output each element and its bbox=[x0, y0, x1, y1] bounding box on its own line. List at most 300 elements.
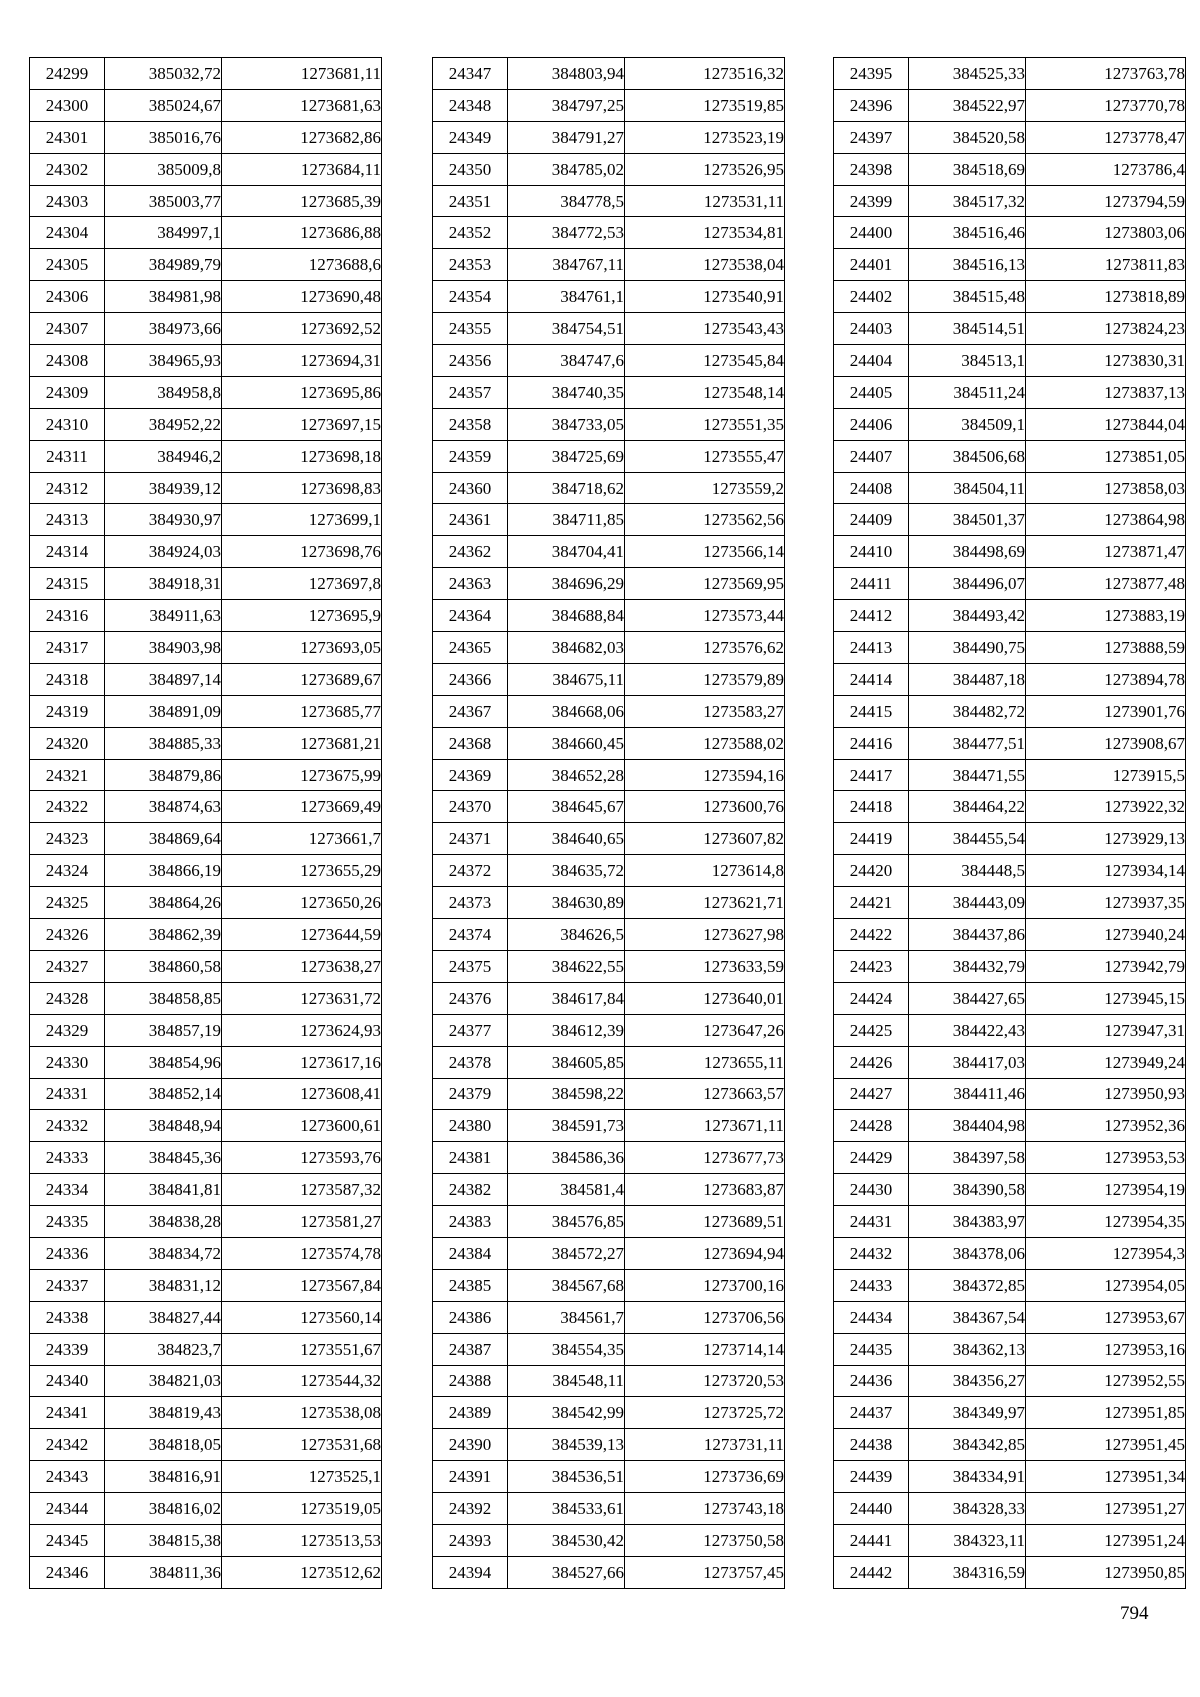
x-coordinate-cell: 384422,43 bbox=[909, 1014, 1026, 1046]
y-coordinate-cell: 1273949,24 bbox=[1026, 1046, 1186, 1078]
y-coordinate-cell: 1273952,36 bbox=[1026, 1110, 1186, 1142]
y-coordinate-cell: 1273551,35 bbox=[625, 408, 785, 440]
point-id-cell: 24328 bbox=[30, 982, 105, 1014]
table-row bbox=[834, 568, 1186, 600]
point-id-cell: 24392 bbox=[433, 1493, 508, 1525]
table-row bbox=[433, 1493, 785, 1525]
y-coordinate-cell: 1273669,49 bbox=[222, 791, 382, 823]
x-coordinate-cell: 384520,58 bbox=[909, 121, 1026, 153]
x-coordinate-cell: 384630,89 bbox=[508, 887, 625, 919]
y-coordinate-cell: 1273951,27 bbox=[1026, 1493, 1186, 1525]
x-coordinate-cell: 384958,8 bbox=[105, 376, 222, 408]
y-coordinate-cell: 1273743,18 bbox=[625, 1493, 785, 1525]
table-row bbox=[834, 982, 1186, 1014]
table-row bbox=[834, 1429, 1186, 1461]
x-coordinate-cell: 385024,67 bbox=[105, 89, 222, 121]
point-id-cell: 24442 bbox=[834, 1556, 909, 1588]
point-id-cell: 24350 bbox=[433, 153, 508, 185]
y-coordinate-cell: 1273576,62 bbox=[625, 632, 785, 664]
y-coordinate-cell: 1273538,08 bbox=[222, 1397, 382, 1429]
point-id-cell: 24361 bbox=[433, 504, 508, 536]
y-coordinate-cell: 1273681,63 bbox=[222, 89, 382, 121]
table-row bbox=[30, 1365, 382, 1397]
point-id-cell: 24309 bbox=[30, 376, 105, 408]
point-id-cell: 24301 bbox=[30, 121, 105, 153]
y-coordinate-cell: 1273837,13 bbox=[1026, 376, 1186, 408]
y-coordinate-cell: 1273607,82 bbox=[625, 823, 785, 855]
point-id-cell: 24311 bbox=[30, 440, 105, 472]
y-coordinate-cell: 1273638,27 bbox=[222, 950, 382, 982]
point-id-cell: 24380 bbox=[433, 1110, 508, 1142]
point-id-cell: 24422 bbox=[834, 919, 909, 951]
x-coordinate-cell: 384965,93 bbox=[105, 345, 222, 377]
x-coordinate-cell: 384652,28 bbox=[508, 759, 625, 791]
y-coordinate-cell: 1273698,18 bbox=[222, 440, 382, 472]
y-coordinate-cell: 1273698,76 bbox=[222, 536, 382, 568]
x-coordinate-cell: 384548,11 bbox=[508, 1365, 625, 1397]
x-coordinate-cell: 384981,98 bbox=[105, 281, 222, 313]
table-row bbox=[433, 536, 785, 568]
y-coordinate-cell: 1273951,85 bbox=[1026, 1397, 1186, 1429]
table-row bbox=[834, 759, 1186, 791]
point-id-cell: 24426 bbox=[834, 1046, 909, 1078]
point-id-cell: 24360 bbox=[433, 472, 508, 504]
x-coordinate-cell: 384383,97 bbox=[909, 1206, 1026, 1238]
x-coordinate-cell: 384704,41 bbox=[508, 536, 625, 568]
x-coordinate-cell: 384397,58 bbox=[909, 1142, 1026, 1174]
table-row bbox=[433, 249, 785, 281]
point-id-cell: 24397 bbox=[834, 121, 909, 153]
x-coordinate-cell: 384482,72 bbox=[909, 695, 1026, 727]
y-coordinate-cell: 1273545,84 bbox=[625, 345, 785, 377]
table-row bbox=[30, 1493, 382, 1525]
x-coordinate-cell: 384572,27 bbox=[508, 1237, 625, 1269]
point-id-cell: 24366 bbox=[433, 663, 508, 695]
table-row bbox=[433, 1269, 785, 1301]
y-coordinate-cell: 1273531,68 bbox=[222, 1429, 382, 1461]
point-id-cell: 24418 bbox=[834, 791, 909, 823]
y-coordinate-cell: 1273689,67 bbox=[222, 663, 382, 695]
y-coordinate-cell: 1273650,26 bbox=[222, 887, 382, 919]
point-id-cell: 24375 bbox=[433, 950, 508, 982]
y-coordinate-cell: 1273725,72 bbox=[625, 1397, 785, 1429]
point-id-cell: 24390 bbox=[433, 1429, 508, 1461]
table-row bbox=[433, 1142, 785, 1174]
x-coordinate-cell: 384857,19 bbox=[105, 1014, 222, 1046]
x-coordinate-cell: 384675,11 bbox=[508, 663, 625, 695]
table-row bbox=[433, 1556, 785, 1588]
y-coordinate-cell: 1273698,83 bbox=[222, 472, 382, 504]
table-row bbox=[30, 632, 382, 664]
table-row bbox=[433, 58, 785, 90]
point-id-cell: 24344 bbox=[30, 1493, 105, 1525]
table-row bbox=[834, 1556, 1186, 1588]
table-row bbox=[433, 281, 785, 313]
x-coordinate-cell: 384612,39 bbox=[508, 1014, 625, 1046]
table-row bbox=[834, 408, 1186, 440]
y-coordinate-cell: 1273621,71 bbox=[625, 887, 785, 919]
x-coordinate-cell: 384506,68 bbox=[909, 440, 1026, 472]
x-coordinate-cell: 384390,58 bbox=[909, 1174, 1026, 1206]
table-row bbox=[30, 536, 382, 568]
point-id-cell: 24342 bbox=[30, 1429, 105, 1461]
point-id-cell: 24316 bbox=[30, 600, 105, 632]
table-row bbox=[30, 121, 382, 153]
table-row bbox=[433, 727, 785, 759]
y-coordinate-cell: 1273574,78 bbox=[222, 1237, 382, 1269]
x-coordinate-cell: 384490,75 bbox=[909, 632, 1026, 664]
point-id-cell: 24407 bbox=[834, 440, 909, 472]
point-id-cell: 24315 bbox=[30, 568, 105, 600]
table-row bbox=[834, 1237, 1186, 1269]
point-id-cell: 24416 bbox=[834, 727, 909, 759]
y-coordinate-cell: 1273695,86 bbox=[222, 376, 382, 408]
table-row bbox=[30, 249, 382, 281]
table-row bbox=[834, 249, 1186, 281]
point-id-cell: 24319 bbox=[30, 695, 105, 727]
y-coordinate-cell: 1273695,9 bbox=[222, 600, 382, 632]
table-row bbox=[433, 1301, 785, 1333]
point-id-cell: 24438 bbox=[834, 1429, 909, 1461]
x-coordinate-cell: 384711,85 bbox=[508, 504, 625, 536]
table-row bbox=[834, 1524, 1186, 1556]
table-row bbox=[30, 1556, 382, 1588]
table-row bbox=[30, 1524, 382, 1556]
point-id-cell: 24437 bbox=[834, 1397, 909, 1429]
table-row bbox=[834, 1078, 1186, 1110]
point-id-cell: 24352 bbox=[433, 217, 508, 249]
x-coordinate-cell: 384772,53 bbox=[508, 217, 625, 249]
point-id-cell: 24400 bbox=[834, 217, 909, 249]
point-id-cell: 24356 bbox=[433, 345, 508, 377]
point-id-cell: 24345 bbox=[30, 1524, 105, 1556]
y-coordinate-cell: 1273877,48 bbox=[1026, 568, 1186, 600]
y-coordinate-cell: 1273693,05 bbox=[222, 632, 382, 664]
table-row bbox=[834, 504, 1186, 536]
y-coordinate-cell: 1273531,11 bbox=[625, 185, 785, 217]
point-id-cell: 24408 bbox=[834, 472, 909, 504]
table-row bbox=[30, 281, 382, 313]
table-row bbox=[30, 1301, 382, 1333]
point-id-cell: 24421 bbox=[834, 887, 909, 919]
x-coordinate-cell: 384342,85 bbox=[909, 1429, 1026, 1461]
x-coordinate-cell: 384511,24 bbox=[909, 376, 1026, 408]
x-coordinate-cell: 384362,13 bbox=[909, 1333, 1026, 1365]
table-row bbox=[834, 950, 1186, 982]
x-coordinate-cell: 384517,32 bbox=[909, 185, 1026, 217]
point-id-cell: 24403 bbox=[834, 313, 909, 345]
point-id-cell: 24430 bbox=[834, 1174, 909, 1206]
y-coordinate-cell: 1273688,6 bbox=[222, 249, 382, 281]
y-coordinate-cell: 1273681,21 bbox=[222, 727, 382, 759]
point-id-cell: 24365 bbox=[433, 632, 508, 664]
y-coordinate-cell: 1273644,59 bbox=[222, 919, 382, 951]
table-row bbox=[433, 1014, 785, 1046]
x-coordinate-cell: 384897,14 bbox=[105, 663, 222, 695]
y-coordinate-cell: 1273566,14 bbox=[625, 536, 785, 568]
y-coordinate-cell: 1273683,87 bbox=[625, 1174, 785, 1206]
y-coordinate-cell: 1273525,1 bbox=[222, 1461, 382, 1493]
table-row bbox=[834, 185, 1186, 217]
point-id-cell: 24393 bbox=[433, 1524, 508, 1556]
point-id-cell: 24349 bbox=[433, 121, 508, 153]
point-id-cell: 24424 bbox=[834, 982, 909, 1014]
point-id-cell: 24406 bbox=[834, 408, 909, 440]
table-row bbox=[433, 1206, 785, 1238]
y-coordinate-cell: 1273614,8 bbox=[625, 855, 785, 887]
table-row bbox=[30, 568, 382, 600]
y-coordinate-cell: 1273677,73 bbox=[625, 1142, 785, 1174]
point-id-cell: 24312 bbox=[30, 472, 105, 504]
y-coordinate-cell: 1273640,01 bbox=[625, 982, 785, 1014]
point-id-cell: 24353 bbox=[433, 249, 508, 281]
table-row bbox=[30, 185, 382, 217]
y-coordinate-cell: 1273858,03 bbox=[1026, 472, 1186, 504]
y-coordinate-cell: 1273794,59 bbox=[1026, 185, 1186, 217]
x-coordinate-cell: 384567,68 bbox=[508, 1269, 625, 1301]
table-row bbox=[30, 982, 382, 1014]
table-row bbox=[834, 1174, 1186, 1206]
x-coordinate-cell: 384718,62 bbox=[508, 472, 625, 504]
point-id-cell: 24354 bbox=[433, 281, 508, 313]
y-coordinate-cell: 1273600,76 bbox=[625, 791, 785, 823]
y-coordinate-cell: 1273934,14 bbox=[1026, 855, 1186, 887]
x-coordinate-cell: 385003,77 bbox=[105, 185, 222, 217]
y-coordinate-cell: 1273587,32 bbox=[222, 1174, 382, 1206]
y-coordinate-cell: 1273655,11 bbox=[625, 1046, 785, 1078]
table-row bbox=[834, 281, 1186, 313]
x-coordinate-cell: 384903,98 bbox=[105, 632, 222, 664]
y-coordinate-cell: 1273942,79 bbox=[1026, 950, 1186, 982]
x-coordinate-cell: 384427,65 bbox=[909, 982, 1026, 1014]
table-row bbox=[834, 536, 1186, 568]
table-row bbox=[834, 440, 1186, 472]
x-coordinate-cell: 384581,4 bbox=[508, 1174, 625, 1206]
x-coordinate-cell: 384816,91 bbox=[105, 1461, 222, 1493]
point-id-cell: 24388 bbox=[433, 1365, 508, 1397]
point-id-cell: 24410 bbox=[834, 536, 909, 568]
x-coordinate-cell: 384404,98 bbox=[909, 1110, 1026, 1142]
table-row bbox=[30, 823, 382, 855]
x-coordinate-cell: 384848,94 bbox=[105, 1110, 222, 1142]
x-coordinate-cell: 384778,5 bbox=[508, 185, 625, 217]
y-coordinate-cell: 1273697,15 bbox=[222, 408, 382, 440]
x-coordinate-cell: 384841,81 bbox=[105, 1174, 222, 1206]
point-id-cell: 24371 bbox=[433, 823, 508, 855]
point-id-cell: 24314 bbox=[30, 536, 105, 568]
x-coordinate-cell: 384862,39 bbox=[105, 919, 222, 951]
y-coordinate-cell: 1273951,45 bbox=[1026, 1429, 1186, 1461]
table-row bbox=[433, 440, 785, 472]
x-coordinate-cell: 384860,58 bbox=[105, 950, 222, 982]
page-number: 794 bbox=[1120, 1603, 1149, 1624]
table-row bbox=[30, 950, 382, 982]
table-row bbox=[433, 632, 785, 664]
table-row bbox=[834, 472, 1186, 504]
x-coordinate-cell: 384854,96 bbox=[105, 1046, 222, 1078]
point-id-cell: 24359 bbox=[433, 440, 508, 472]
x-coordinate-cell: 384891,09 bbox=[105, 695, 222, 727]
y-coordinate-cell: 1273731,11 bbox=[625, 1429, 785, 1461]
point-id-cell: 24436 bbox=[834, 1365, 909, 1397]
y-coordinate-cell: 1273555,47 bbox=[625, 440, 785, 472]
y-coordinate-cell: 1273538,04 bbox=[625, 249, 785, 281]
y-coordinate-cell: 1273682,86 bbox=[222, 121, 382, 153]
y-coordinate-cell: 1273953,67 bbox=[1026, 1301, 1186, 1333]
point-id-cell: 24333 bbox=[30, 1142, 105, 1174]
x-coordinate-cell: 384477,51 bbox=[909, 727, 1026, 759]
x-coordinate-cell: 384785,02 bbox=[508, 153, 625, 185]
y-coordinate-cell: 1273954,35 bbox=[1026, 1206, 1186, 1238]
table-row bbox=[433, 1429, 785, 1461]
table-row bbox=[433, 982, 785, 1014]
y-coordinate-cell: 1273516,32 bbox=[625, 58, 785, 90]
table-row bbox=[433, 89, 785, 121]
y-coordinate-cell: 1273851,05 bbox=[1026, 440, 1186, 472]
point-id-cell: 24414 bbox=[834, 663, 909, 695]
table-row bbox=[433, 823, 785, 855]
x-coordinate-cell: 384622,55 bbox=[508, 950, 625, 982]
point-id-cell: 24433 bbox=[834, 1269, 909, 1301]
y-coordinate-cell: 1273864,98 bbox=[1026, 504, 1186, 536]
table-row bbox=[433, 504, 785, 536]
point-id-cell: 24378 bbox=[433, 1046, 508, 1078]
x-coordinate-cell: 384561,7 bbox=[508, 1301, 625, 1333]
table-row bbox=[30, 887, 382, 919]
table-row bbox=[30, 89, 382, 121]
table-row bbox=[433, 1461, 785, 1493]
x-coordinate-cell: 384816,02 bbox=[105, 1493, 222, 1525]
y-coordinate-cell: 1273523,19 bbox=[625, 121, 785, 153]
table-row bbox=[834, 632, 1186, 664]
point-id-cell: 24399 bbox=[834, 185, 909, 217]
point-id-cell: 24376 bbox=[433, 982, 508, 1014]
point-id-cell: 24307 bbox=[30, 313, 105, 345]
point-id-cell: 24428 bbox=[834, 1110, 909, 1142]
y-coordinate-cell: 1273519,05 bbox=[222, 1493, 382, 1525]
y-coordinate-cell: 1273540,91 bbox=[625, 281, 785, 313]
y-coordinate-cell: 1273684,11 bbox=[222, 153, 382, 185]
point-id-cell: 24325 bbox=[30, 887, 105, 919]
y-coordinate-cell: 1273763,78 bbox=[1026, 58, 1186, 90]
y-coordinate-cell: 1273544,32 bbox=[222, 1365, 382, 1397]
table-row bbox=[834, 1493, 1186, 1525]
table-row bbox=[834, 1206, 1186, 1238]
point-id-cell: 24334 bbox=[30, 1174, 105, 1206]
point-id-cell: 24358 bbox=[433, 408, 508, 440]
point-id-cell: 24363 bbox=[433, 568, 508, 600]
x-coordinate-cell: 384879,86 bbox=[105, 759, 222, 791]
table-row bbox=[834, 1365, 1186, 1397]
table-row bbox=[834, 887, 1186, 919]
table-row bbox=[834, 855, 1186, 887]
table-row bbox=[30, 1461, 382, 1493]
point-id-cell: 24320 bbox=[30, 727, 105, 759]
point-id-cell: 24346 bbox=[30, 1556, 105, 1588]
x-coordinate-cell: 385016,76 bbox=[105, 121, 222, 153]
x-coordinate-cell: 384542,99 bbox=[508, 1397, 625, 1429]
x-coordinate-cell: 384576,85 bbox=[508, 1206, 625, 1238]
point-id-cell: 24419 bbox=[834, 823, 909, 855]
point-id-cell: 24372 bbox=[433, 855, 508, 887]
point-id-cell: 24386 bbox=[433, 1301, 508, 1333]
table-row bbox=[433, 1174, 785, 1206]
x-coordinate-cell: 384939,12 bbox=[105, 472, 222, 504]
y-coordinate-cell: 1273922,32 bbox=[1026, 791, 1186, 823]
x-coordinate-cell: 384767,11 bbox=[508, 249, 625, 281]
x-coordinate-cell: 384845,36 bbox=[105, 1142, 222, 1174]
x-coordinate-cell: 384448,5 bbox=[909, 855, 1026, 887]
y-coordinate-cell: 1273953,16 bbox=[1026, 1333, 1186, 1365]
table-row bbox=[834, 1461, 1186, 1493]
table-row bbox=[834, 121, 1186, 153]
point-id-cell: 24367 bbox=[433, 695, 508, 727]
table-row bbox=[433, 1078, 785, 1110]
y-coordinate-cell: 1273786,4 bbox=[1026, 153, 1186, 185]
y-coordinate-cell: 1273824,23 bbox=[1026, 313, 1186, 345]
point-id-cell: 24394 bbox=[433, 1556, 508, 1588]
x-coordinate-cell: 384487,18 bbox=[909, 663, 1026, 695]
y-coordinate-cell: 1273600,61 bbox=[222, 1110, 382, 1142]
table-row bbox=[30, 855, 382, 887]
table-row bbox=[433, 1524, 785, 1556]
table-row bbox=[30, 1078, 382, 1110]
y-coordinate-cell: 1273661,7 bbox=[222, 823, 382, 855]
table-row bbox=[30, 1206, 382, 1238]
point-id-cell: 24427 bbox=[834, 1078, 909, 1110]
y-coordinate-cell: 1273583,27 bbox=[625, 695, 785, 727]
coordinate-table-1 bbox=[29, 57, 382, 1589]
y-coordinate-cell: 1273512,62 bbox=[222, 1556, 382, 1588]
point-id-cell: 24331 bbox=[30, 1078, 105, 1110]
y-coordinate-cell: 1273811,83 bbox=[1026, 249, 1186, 281]
y-coordinate-cell: 1273686,88 bbox=[222, 217, 382, 249]
y-coordinate-cell: 1273543,43 bbox=[625, 313, 785, 345]
x-coordinate-cell: 384516,46 bbox=[909, 217, 1026, 249]
x-coordinate-cell: 384885,33 bbox=[105, 727, 222, 759]
table-row bbox=[834, 217, 1186, 249]
y-coordinate-cell: 1273675,99 bbox=[222, 759, 382, 791]
y-coordinate-cell: 1273954,19 bbox=[1026, 1174, 1186, 1206]
x-coordinate-cell: 384513,1 bbox=[909, 345, 1026, 377]
y-coordinate-cell: 1273594,16 bbox=[625, 759, 785, 791]
x-coordinate-cell: 384864,26 bbox=[105, 887, 222, 919]
point-id-cell: 24364 bbox=[433, 600, 508, 632]
x-coordinate-cell: 384471,55 bbox=[909, 759, 1026, 791]
table-row bbox=[834, 313, 1186, 345]
x-coordinate-cell: 384754,51 bbox=[508, 313, 625, 345]
y-coordinate-cell: 1273560,14 bbox=[222, 1301, 382, 1333]
y-coordinate-cell: 1273588,02 bbox=[625, 727, 785, 759]
y-coordinate-cell: 1273633,59 bbox=[625, 950, 785, 982]
y-coordinate-cell: 1273883,19 bbox=[1026, 600, 1186, 632]
x-coordinate-cell: 385009,8 bbox=[105, 153, 222, 185]
point-id-cell: 24313 bbox=[30, 504, 105, 536]
table-row bbox=[30, 153, 382, 185]
y-coordinate-cell: 1273706,56 bbox=[625, 1301, 785, 1333]
point-id-cell: 24308 bbox=[30, 345, 105, 377]
y-coordinate-cell: 1273631,72 bbox=[222, 982, 382, 1014]
table-row bbox=[30, 600, 382, 632]
x-coordinate-cell: 384815,38 bbox=[105, 1524, 222, 1556]
point-id-cell: 24383 bbox=[433, 1206, 508, 1238]
table-row bbox=[433, 313, 785, 345]
point-id-cell: 24318 bbox=[30, 663, 105, 695]
table-row bbox=[834, 823, 1186, 855]
point-id-cell: 24339 bbox=[30, 1333, 105, 1365]
x-coordinate-cell: 384831,12 bbox=[105, 1269, 222, 1301]
point-id-cell: 24317 bbox=[30, 632, 105, 664]
